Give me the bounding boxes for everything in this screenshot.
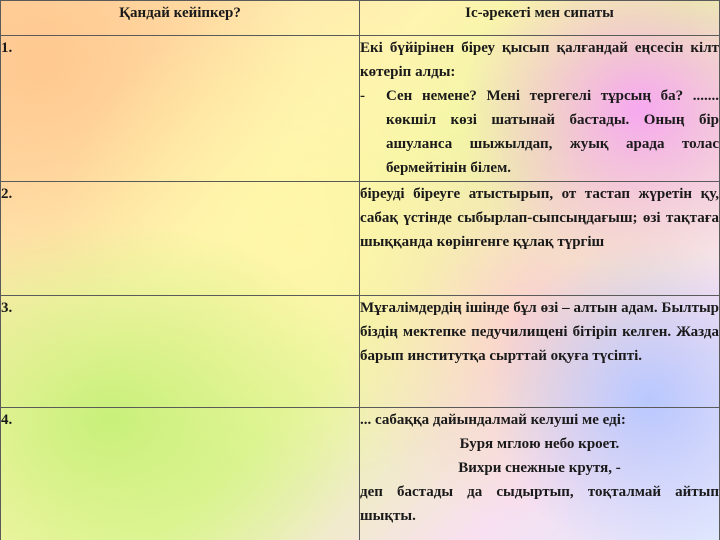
table-row bbox=[1, 36, 720, 182]
row-description bbox=[360, 182, 720, 296]
header-character: Қандай кейіпкер? bbox=[1, 1, 360, 36]
row-description bbox=[360, 408, 720, 540]
row-number: 1. bbox=[1, 36, 360, 182]
dialogue-line bbox=[360, 84, 719, 180]
dialogue-text: Сен немене? Мені тергегелі тұрсың ба? ....... көкшіл көзі шатынай бастады. Оның бір ашуланса шыжылдап, жуық арада толас бермейтінін білем. bbox=[386, 88, 719, 176]
description-text: біреуді біреуге атыстырып, от тастап жүретін қу, сабақ үстінде сыбырлап-сыпсыңдағыш; өзі тақтаға шыққанда көрінгенге құлақ түргіш bbox=[360, 186, 719, 250]
description-text: Екі бүйірінен біреу қысып қалғандай еңсесін кілт көтеріп алды: bbox=[360, 40, 719, 80]
table-header-row bbox=[1, 1, 720, 36]
row-number: 3. bbox=[1, 296, 360, 408]
table-row bbox=[1, 408, 720, 540]
row-description bbox=[360, 296, 720, 408]
row-number: 4. bbox=[1, 408, 360, 540]
row-number: 2. bbox=[1, 182, 360, 296]
row-description bbox=[360, 36, 720, 182]
description-text: Мұғалімдердің ішінде бұл өзі – алтын адам. Былтыр біздің мектепке педучилищені бітіріп келген. Жазда барып институтқа сырттай оқуға түсіпті. bbox=[360, 300, 719, 364]
table-row bbox=[1, 182, 720, 296]
header-actions-traits: Іс-әрекеті мен сипаты bbox=[360, 1, 720, 36]
description-text: ... сабаққа дайындалмай келуші ме еді: bbox=[360, 412, 626, 428]
verse-line: Буря мглою небо кроет. bbox=[459, 436, 620, 452]
description-text: деп бастады да сыдыртып, тоқталмай айтып шықты. bbox=[360, 484, 719, 524]
verse-line: Вихри снежные крутя, - bbox=[458, 460, 621, 476]
table-row bbox=[1, 296, 720, 408]
dash-marker: - bbox=[360, 88, 365, 104]
